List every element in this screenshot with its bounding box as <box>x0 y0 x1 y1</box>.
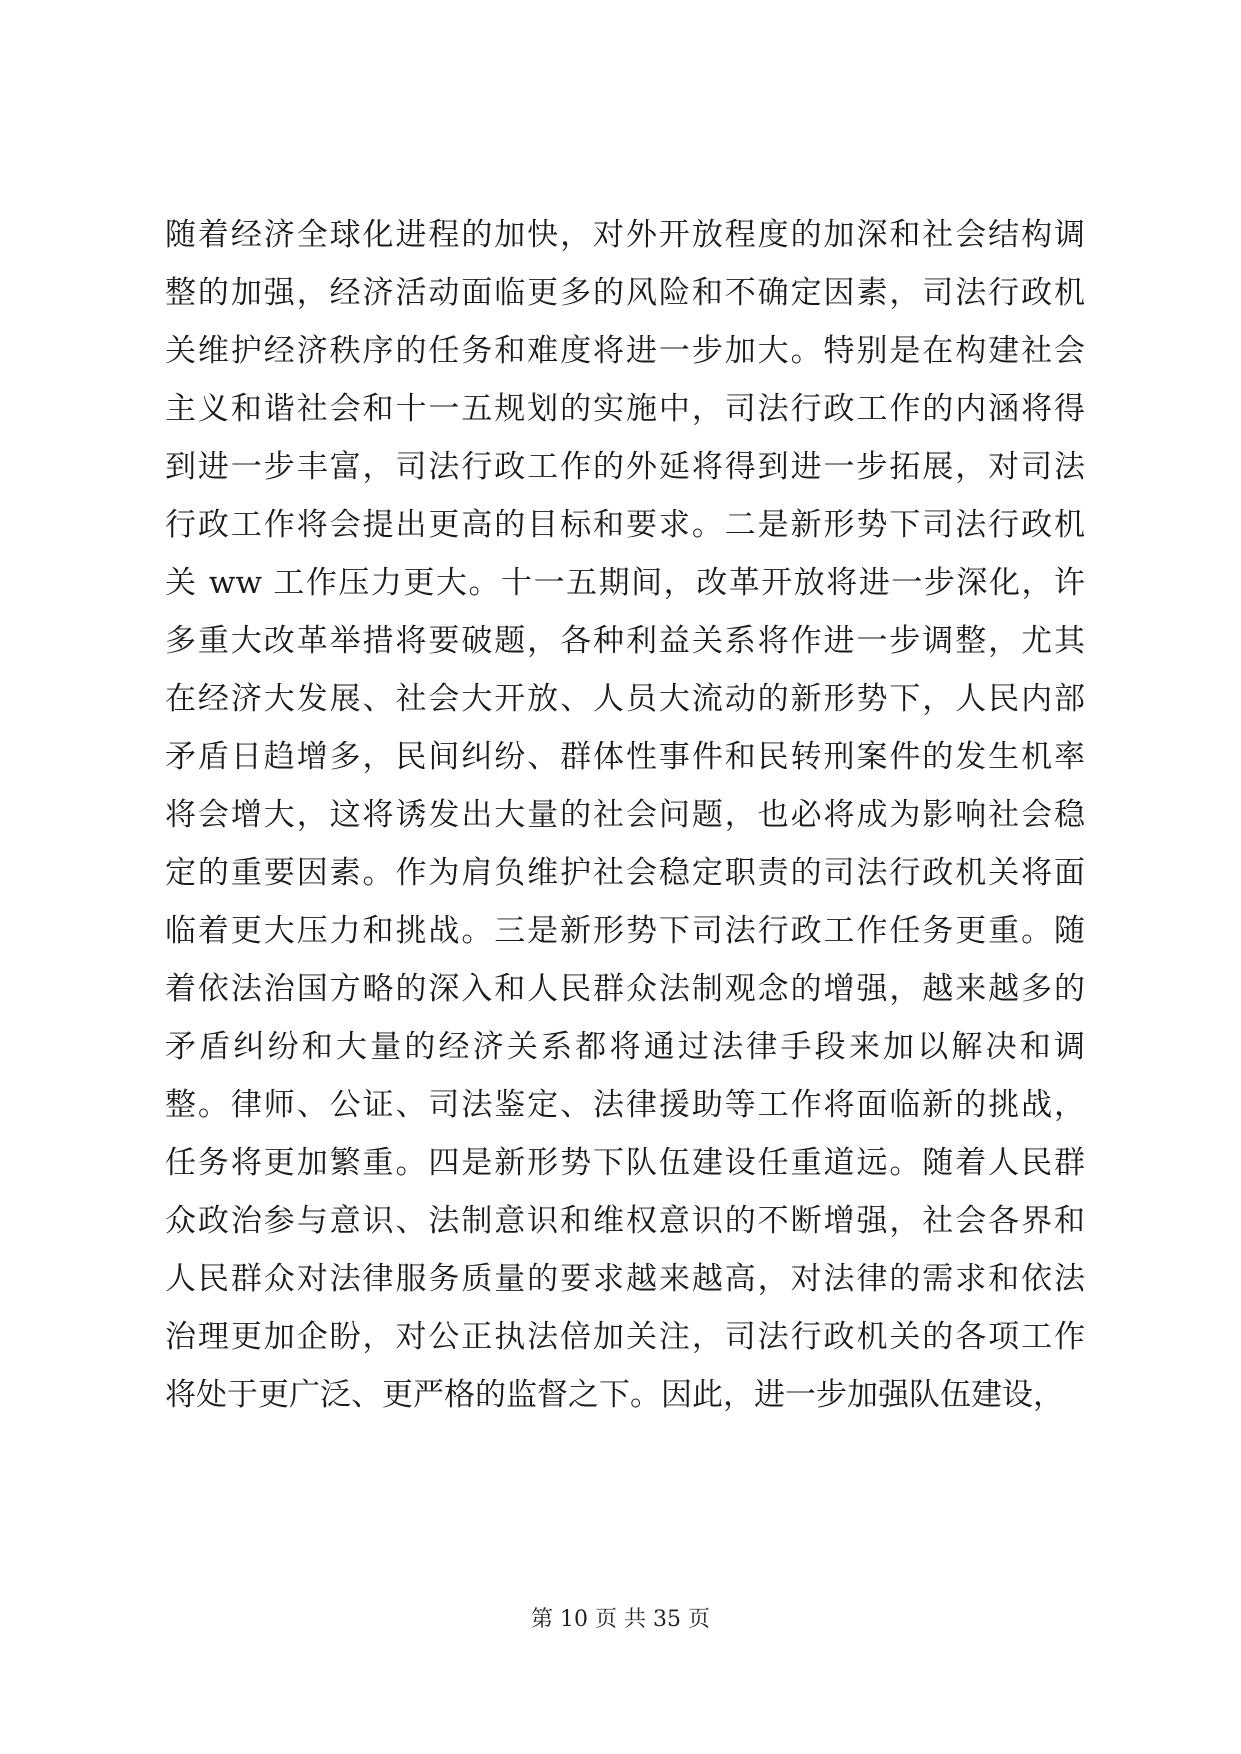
text-line: 到进一步丰富，司法行政工作的外延将得到进一步拓展，对司法 <box>165 449 1085 485</box>
page-number-footer: 第 10 页 共 35 页 <box>531 1607 710 1632</box>
text-line: 整。律师、公证、司法鉴定、法律援助等工作将面临新的挑战， <box>165 1087 1085 1123</box>
text-line: 关 ww 工作压力更大。十一五期间，改革开放将进一步深化，许 <box>165 565 1085 601</box>
text-line: 众政治参与意识、法制意识和维权意识的不断增强，社会各界和 <box>165 1203 1085 1239</box>
text-line: 多重大改革举措将要破题，各种利益关系将作进一步调整，尤其 <box>165 623 1085 659</box>
text-line: 矛盾纠纷和大量的经济关系都将通过法律手段来加以解决和调 <box>165 1029 1085 1065</box>
text-line: 人民群众对法律服务质量的要求越来越高，对法律的需求和依法 <box>165 1261 1085 1297</box>
text-line: 将会增大，这将诱发出大量的社会问题，也必将成为影响社会稳 <box>165 797 1085 833</box>
text-line: 治理更加企盼，对公正执法倍加关注，司法行政机关的各项工作 <box>165 1319 1085 1355</box>
text-line: 定的重要因素。作为肩负维护社会稳定职责的司法行政机关将面 <box>165 855 1085 891</box>
text-line: 矛盾日趋增多，民间纠纷、群体性事件和民转刑案件的发生机率 <box>165 739 1085 775</box>
text-line: 在经济大发展、社会大开放、人员大流动的新形势下，人民内部 <box>165 681 1085 717</box>
text-line: 着依法治国方略的深入和人民群众法制观念的增强，越来越多的 <box>165 971 1085 1007</box>
text-line: 主义和谐社会和十一五规划的实施中，司法行政工作的内涵将得 <box>165 391 1085 427</box>
text-line: 临着更大压力和挑战。三是新形势下司法行政工作任务更重。随 <box>165 913 1085 949</box>
text-line: 关维护经济秩序的任务和难度将进一步加大。特别是在构建社会 <box>165 333 1085 369</box>
text-line: 随着经济全球化进程的加快，对外开放程度的加深和社会结构调 <box>165 217 1085 253</box>
text-line: 任务将更加繁重。四是新形势下队伍建设任重道远。随着人民群 <box>165 1145 1085 1181</box>
text-line: 行政工作将会提出更高的目标和要求。二是新形势下司法行政机 <box>165 507 1085 543</box>
text-line: 整的加强，经济活动面临更多的风险和不确定因素，司法行政机 <box>165 275 1085 311</box>
text-line: 将处于更广泛、更严格的监督之下。因此，进一步加强队伍建设， <box>165 1377 1064 1413</box>
